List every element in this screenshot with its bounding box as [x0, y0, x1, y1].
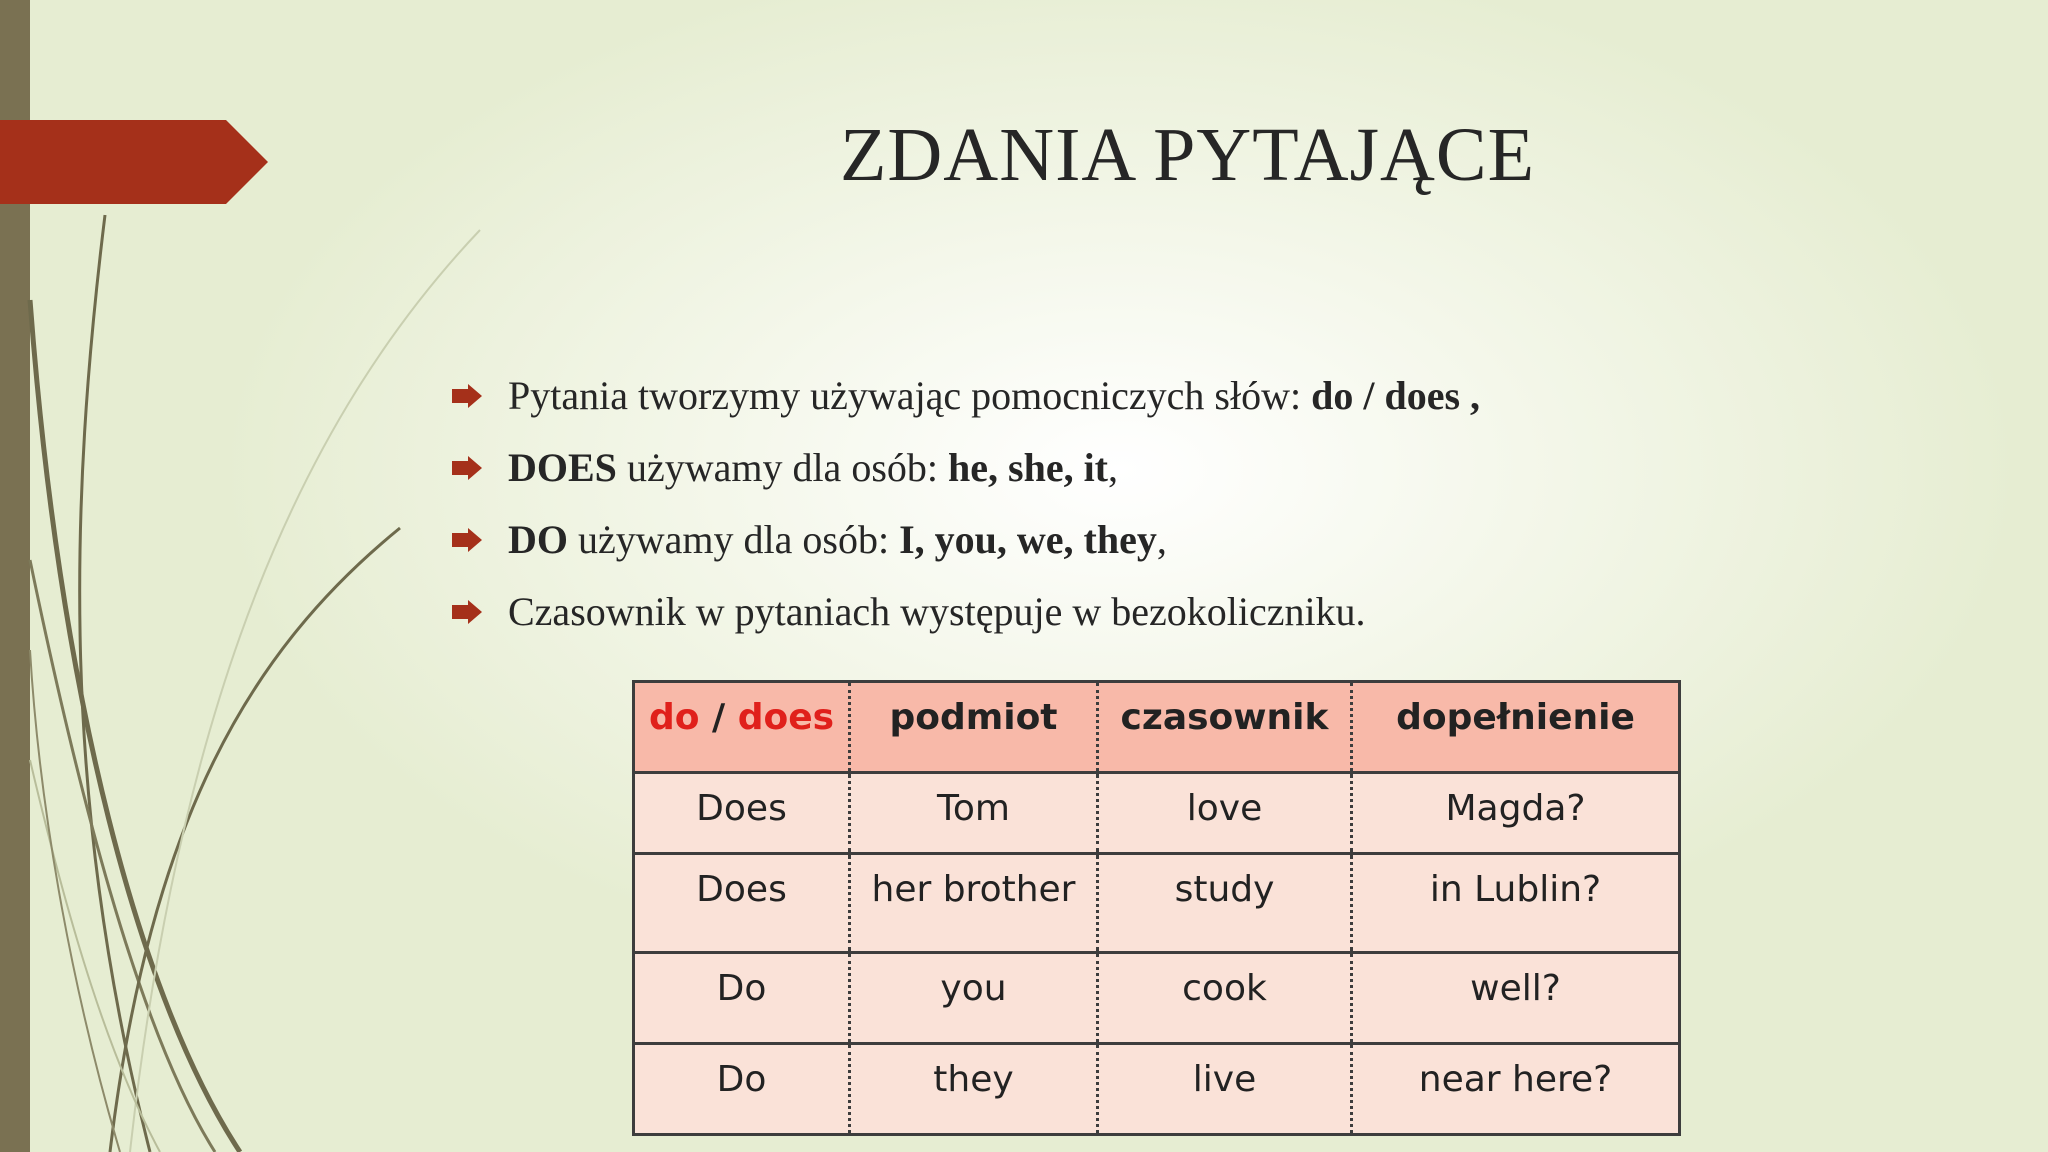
table-cell: in Lublin? — [1352, 854, 1680, 953]
grammar-table — [632, 680, 1681, 1136]
bullet-item-2 — [452, 432, 1480, 504]
bullet-text: , — [1156, 517, 1167, 562]
table-cell: live — [1098, 1044, 1352, 1135]
table-cell: Magda? — [1352, 773, 1680, 854]
header-do: do — [648, 697, 700, 738]
title-arrow-banner — [0, 120, 268, 204]
table-cell: love — [1098, 773, 1352, 854]
header-auxiliary — [634, 682, 850, 773]
table-cell: cook — [1098, 953, 1352, 1044]
bullet-item-4 — [452, 576, 1480, 648]
bullet-text: używamy dla osób: — [616, 445, 948, 490]
arrow-bullet-icon — [452, 528, 482, 552]
bullet-text: Czasownik w pytaniach występuje w bezokoliczniku. — [508, 589, 1366, 634]
bullet-text: Pytania tworzymy używając pomocniczych słów: — [508, 373, 1312, 418]
bullet-item-3 — [452, 504, 1480, 576]
bullet-list — [452, 360, 1480, 648]
table-row — [634, 773, 1680, 854]
table-row — [634, 1044, 1680, 1135]
header-separator: / — [699, 697, 738, 738]
arrow-bullet-icon — [452, 600, 482, 624]
table-row — [634, 953, 1680, 1044]
header-does: does — [737, 697, 835, 738]
table-cell: her brother — [850, 854, 1098, 953]
table-cell: you — [850, 953, 1098, 1044]
table-cell: Does — [634, 773, 850, 854]
table-cell: study — [1098, 854, 1352, 953]
table-cell: Do — [634, 1044, 850, 1135]
arrow-bullet-icon — [452, 456, 482, 480]
bullet-text-bold: he, she, it — [948, 445, 1108, 490]
table-row — [634, 854, 1680, 953]
table-cell: Do — [634, 953, 850, 1044]
bullet-text-bold: DOES — [508, 445, 617, 490]
bullet-item-1 — [452, 360, 1480, 432]
table-cell: well? — [1352, 953, 1680, 1044]
table-cell: Tom — [850, 773, 1098, 854]
table-cell: near here? — [1352, 1044, 1680, 1135]
bullet-text-bold: I, you, we, they — [899, 517, 1157, 562]
table-header-row — [634, 682, 1680, 773]
table-cell: they — [850, 1044, 1098, 1135]
grammar-table-container — [632, 680, 1678, 1130]
bullet-text-bold: do / does , — [1311, 373, 1481, 418]
header-complement: dopełnienie — [1352, 682, 1680, 773]
header-verb: czasownik — [1098, 682, 1352, 773]
slide-title: ZDANIA PYTAJĄCE — [840, 113, 1536, 197]
table-cell: Does — [634, 854, 850, 953]
arrow-bullet-icon — [452, 384, 482, 408]
bullet-text-bold: DO — [508, 517, 568, 562]
bullet-text: , — [1108, 445, 1118, 490]
header-subject: podmiot — [850, 682, 1098, 773]
bullet-text: używamy dla osób: — [568, 517, 900, 562]
